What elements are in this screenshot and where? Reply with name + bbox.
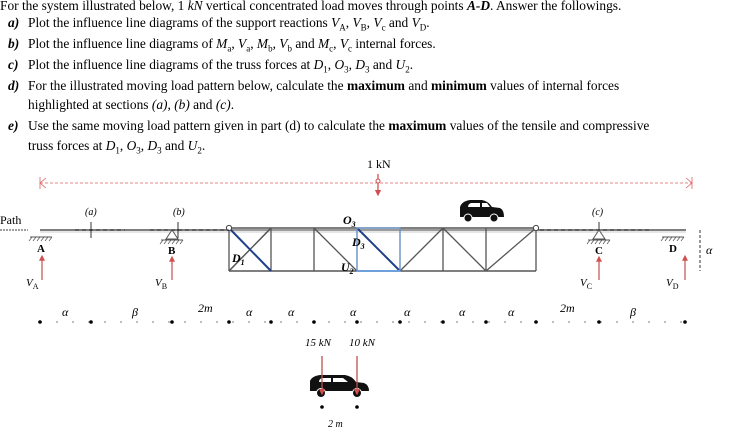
- support-a: [29, 237, 52, 241]
- span-label-3: 2m: [198, 301, 213, 315]
- hinge-right: [533, 225, 538, 230]
- car-icon: [460, 200, 504, 222]
- axle-spacing-label: 2 m: [328, 419, 343, 430]
- loaded-car-icon: [310, 375, 369, 398]
- axle-load-2-label: 10 kN: [349, 337, 375, 349]
- span-label-9: α: [508, 305, 515, 319]
- span-label-10: 2m: [560, 301, 575, 315]
- load-label: 1 kN: [367, 157, 391, 171]
- span-label-7: α: [404, 305, 411, 319]
- member-d1-label: $D_1$: [232, 251, 245, 267]
- support-a-label: A: [37, 243, 45, 255]
- span-label-2: β: [132, 305, 138, 319]
- load-point: [376, 179, 380, 183]
- item-d-line1: d) For the illustrated moving load pattern below, calculate the maximum and minimum values of internal forces: [8, 78, 620, 93]
- reaction-d-label: $V_D$: [666, 277, 679, 291]
- axle-2-point: [355, 405, 359, 409]
- section-a-label: (a): [85, 207, 97, 218]
- member-o3-label: $O_3$: [343, 213, 356, 229]
- member-d3-label: $D_3$: [352, 235, 365, 251]
- span-label-1: α: [62, 305, 69, 319]
- truss-web: [229, 228, 536, 271]
- span-ticks: [38, 320, 687, 324]
- span-label-5: α: [288, 305, 295, 319]
- support-d-label: D: [669, 243, 677, 255]
- path-label: Path: [0, 213, 22, 227]
- truss-diagram: [0, 150, 731, 439]
- reaction-a-label: $V_A$: [26, 277, 39, 291]
- item-e-line2: truss forces at $D_1$, $O_3$, $D_3$ and $U_2$.: [28, 138, 206, 156]
- section-c-label: (c): [592, 207, 604, 218]
- support-c-label: C: [595, 245, 603, 257]
- support-b-label: B: [168, 245, 176, 257]
- span-label-4: α: [246, 305, 253, 319]
- axle-1-point: [320, 405, 324, 409]
- problem-intro: For the system illustrated below, 1 kN vertical concentrated load moves through points A-D. Answer the followings.: [0, 0, 622, 13]
- item-c: c) Plot the influence line diagrams of the truss forces at $D_1$, $O_3$, $D_3$ and $U_2$.: [8, 57, 414, 75]
- item-d-line2: highlighted at sections (a), (b) and (c).: [28, 97, 235, 112]
- item-a: a) Plot the influence line diagrams of the support reactions $V_A$, $V_B$, $V_c$ and $V_D$.: [8, 15, 430, 33]
- item-e-line1: e) Use the same moving load pattern given in part (d) to calculate the maximum values of the tensile and compressive: [8, 118, 650, 133]
- axle-load-1-label: 15 kN: [305, 337, 331, 349]
- support-d: [661, 237, 684, 241]
- span-label-8: α: [459, 305, 466, 319]
- span-label-6: α: [350, 305, 357, 319]
- member-u2-label: $U_2$: [341, 260, 354, 276]
- reaction-b-label: $V_B$: [155, 277, 168, 291]
- item-b: b) Plot the influence line diagrams of $M_a$, $V_a$, $M_b$, $V_b$ and $M_c$, $V_c$ internal forces.: [8, 36, 436, 54]
- span-label-11: β: [630, 305, 636, 319]
- reaction-c-label: $V_C$: [580, 277, 593, 291]
- side-alpha-label: α: [706, 243, 713, 257]
- section-b-label: (b): [173, 207, 185, 218]
